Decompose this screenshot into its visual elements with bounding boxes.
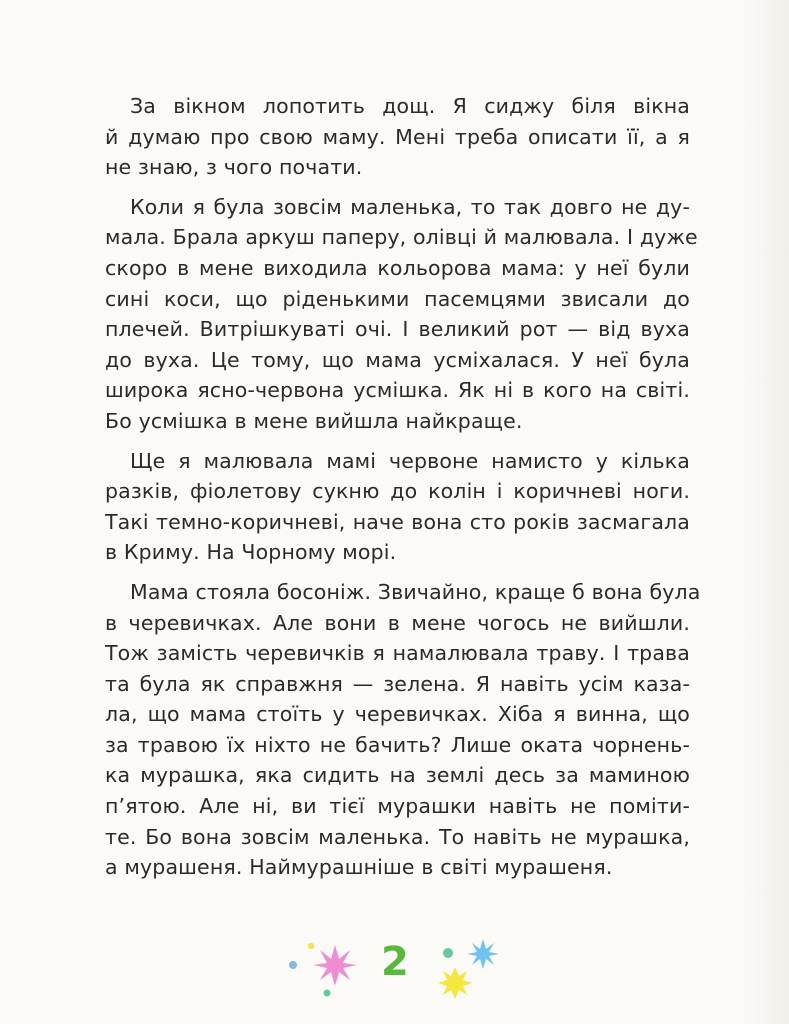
text-line: мала. Брала аркуш паперу, олівці й малювала. І дуже (105, 225, 698, 250)
text-line: та була як справжня — зелена. Я навіть усім каза- (105, 671, 690, 696)
green-dot-icon (324, 990, 331, 997)
text-line: Ще я малювала мамі червоне намисто у кілька (130, 448, 690, 473)
green-dot-icon (443, 948, 453, 958)
text-line: Такі темно-коричневі, наче вона сто років засмагала (105, 509, 690, 534)
text-line: не знаю, з чого почати. (105, 155, 363, 180)
text-line: п’ятою. Але ні, ви тієї мурашки навіть не поміти- (105, 794, 690, 819)
page-footer (280, 935, 510, 1005)
paragraph-2 (105, 192, 698, 437)
text-line: ла, що мама стоїть у черевичках. Хіба я винна, що (105, 702, 690, 727)
yellow-dot-icon (308, 943, 314, 949)
blue-dot-icon (289, 961, 297, 969)
text-line: Коли я була зовсім маленька, то так довго не ду- (130, 194, 690, 219)
text-line: разків, фіолетову сукню до колін і коричневі ноги. (105, 479, 690, 504)
text-line: сині коси, що ріденькими пасемцями звисали до (105, 286, 690, 311)
text-line: те. Бо вона зовсім маленька. То навіть не мурашка, (105, 824, 690, 849)
blue-star-icon (467, 939, 499, 969)
paragraph-4 (105, 577, 701, 883)
page-number: 2 (381, 939, 409, 985)
text-line: в Криму. На Чорному морі. (105, 540, 397, 565)
text-line: ка мурашка, яка сидить на землі десь за маминою (105, 763, 690, 788)
text-line: скоро в мене виходила кольорова мама: у неї були (105, 255, 690, 280)
text-line: й думаю про свою маму. Мені треба описати її, а я (105, 124, 690, 149)
pink-star-icon (313, 945, 357, 986)
text-line: плечей. Витрішкуваті очі. І великий рот — від вуха (105, 317, 690, 342)
text-line: до вуха. Це тому, що мама усміхалася. У неї була (105, 347, 690, 372)
text-line: Мама стояла босоніж. Звичайно, краще б вона була (130, 579, 701, 604)
text-line: за травою їх ніхто не бачить? Лише оката чорнень- (105, 732, 690, 757)
text-line: широка ясно-червона усмішка. Як ні в кого на світі. (105, 378, 690, 403)
text-line: Бо усмішка в мене вийшла найкраще. (105, 408, 523, 433)
story-text (105, 91, 701, 892)
text-line: За вікном лопотить дощ. Я сиджу біля вікна (130, 94, 690, 118)
text-line: в черевичках. Але вони в мене чогось не вийшли. (105, 610, 690, 635)
paragraph-1 (105, 91, 690, 183)
text-line: а мурашеня. Наймурашніше в світі мурашеня. (105, 855, 613, 880)
text-line: Тож замість черевичків я намалювала траву. І трава (105, 641, 690, 666)
yellow-star-icon (438, 967, 472, 999)
paragraph-3 (105, 446, 690, 568)
